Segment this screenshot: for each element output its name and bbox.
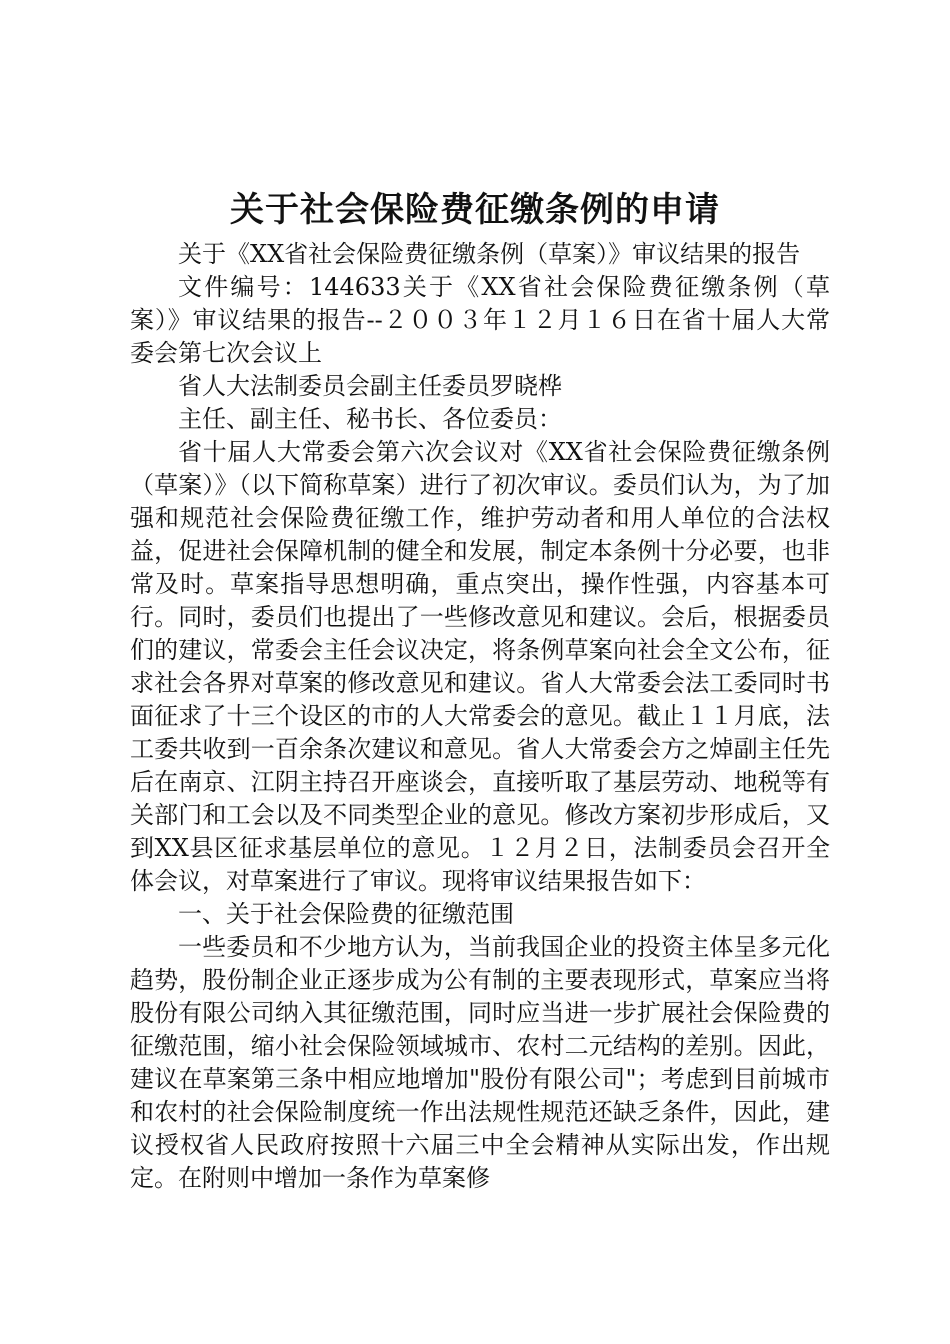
document-title: 关于社会保险费征缴条例的申请	[230, 190, 720, 230]
paragraph-speaker: 省人大法制委员会副主任委员罗晓桦	[178, 372, 562, 400]
paragraph-file-number: 文件编号：144633关于《XX省社会保险费征缴条例（草案）》审议结果的报告--２００３年１２月１６日在省十届人大常委会第七次会议上	[130, 273, 830, 367]
paragraph-report-title: 关于《XX省社会保险费征缴条例（草案）》审议结果的报告	[178, 240, 801, 268]
document-body	[130, 238, 830, 1195]
paragraph-salutation: 主任、副主任、秘书长、各位委员：	[178, 405, 562, 433]
paragraph-section-1: 一些委员和不少地方认为，当前我国企业的投资主体呈多元化趋势，股份制企业正逐步成为公有制的主要表现形式，草案应当将股份有限公司纳入其征缴范围，同时应当进一步扩展社会保险费的征缴范围，缩小社会保险领域城市、农村二元结构的差别。因此，建议在草案第三条中相应地增加"股份有限公司"；考虑到目前城市和农村的社会保险制度统一作出法规性规范还缺乏条件，因此，建议授权省人民政府按照十六届三中全会精神从实际出发，作出规定。在附则中增加一条作为草案修	[130, 933, 830, 1192]
section-heading-1: 一、关于社会保险费的征缴范围	[178, 900, 514, 928]
paragraph-background: 省十届人大常委会第六次会议对《XX省社会保险费征缴条例（草案）》（以下简称草案）进行了初次审议。委员们认为，为了加强和规范社会保险费征缴工作，维护劳动者和用人单位的合法权益，促进社会保障机制的健全和发展，制定本条例十分必要，也非常及时。草案指导思想明确，重点突出，操作性强，内容基本可行。同时，委员们也提出了一些修改意见和建议。会后，根据委员们的建议，常委会主任会议决定，将条例草案向社会全文公布，征求社会各界对草案的修改意见和建议。省人大常委会法工委同时书面征求了十三个设区的市的人大常委会的意见。截止１１月底，法工委共收到一百余条次建议和意见。省人大常委会方之焯副主任先后在南京、江阴主持召开座谈会，直接听取了基层劳动、地税等有关部门和工会以及不同类型企业的意见。修改方案初步形成后，又到XX县区征求基层单位的意见。１２月２日，法制委员会召开全体会议，对草案进行了审议。现将审议结果报告如下：	[130, 438, 830, 895]
